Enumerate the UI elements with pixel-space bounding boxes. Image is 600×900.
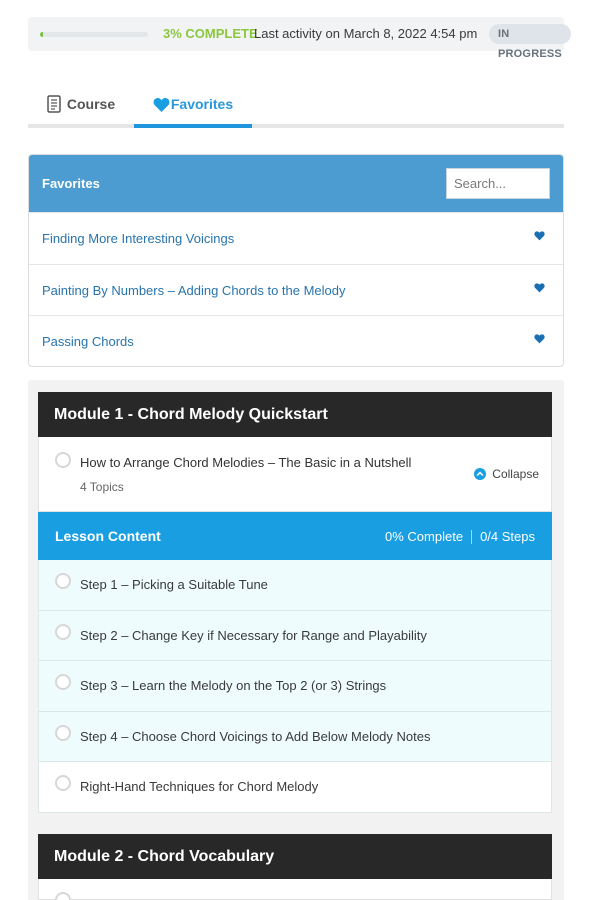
favorites-search-input[interactable] [446,168,550,199]
last-activity: Last activity on March 8, 2022 4:54 pm [254,26,478,41]
topic-status-circle [55,624,71,640]
heart-icon[interactable] [534,282,545,293]
favorite-link[interactable]: Painting By Numbers – Adding Chords to the Melody [42,282,346,298]
lesson-content-header [38,512,552,560]
topic-row[interactable] [38,712,552,763]
lesson-status-circle [55,452,71,468]
topic-title[interactable]: Right-Hand Techniques for Chord Melody [80,779,319,794]
chevron-up-circle-icon [474,468,486,480]
progress-fill [40,32,43,37]
lesson-content-stats [385,529,535,544]
favorites-panel [28,154,564,367]
topic-status-circle [55,674,71,690]
topic-row[interactable] [38,560,552,611]
favorite-link[interactable]: Passing Chords [42,334,134,349]
favorites-title: Favorites [42,176,100,191]
favorites-header [29,155,563,212]
heart-icon [153,97,170,112]
stats-divider [471,530,472,544]
favorite-item [29,315,563,367]
favorite-item [29,264,563,316]
lesson-content-title: Lesson Content [55,528,161,544]
progress-track [40,32,148,37]
topic-status-circle [55,725,71,741]
tab-favorites-label: Favorites [170,96,234,112]
status-badge: IN PROGRESS [489,24,571,44]
topic-status-circle [55,775,71,791]
document-icon [47,95,61,113]
module-header: Module 1 - Chord Melody Quickstart [38,392,552,437]
topic-row[interactable] [38,611,552,662]
lesson-complete-percent: 0% Complete [385,529,464,544]
lesson-status-circle [55,892,71,900]
lesson-row[interactable] [38,879,552,900]
heart-icon[interactable] [534,333,545,344]
lesson-row[interactable] [38,437,552,512]
topic-title[interactable]: Step 2 – Change Key if Necessary for Range and Playability [80,627,427,643]
topic-row[interactable] [38,661,552,712]
favorite-link[interactable]: Finding More Interesting Voicings [42,231,235,246]
course-progress-bar [28,17,564,60]
topic-title[interactable]: Step 1 – Picking a Suitable Tune [80,577,268,592]
tab-favorites[interactable] [134,80,252,128]
progress-percent: 3% COMPLETE [163,26,258,41]
course-tabs [28,80,564,128]
topic-title[interactable]: Step 4 – Choose Chord Voicings to Add Below Melody Notes [80,728,431,744]
topic-title[interactable]: Step 3 – Learn the Melody on the Top 2 (or 3) Strings [80,678,387,693]
favorite-item [29,212,563,264]
collapse-button[interactable] [474,467,539,481]
lesson-steps-count: 0/4 Steps [480,529,535,544]
lesson-title[interactable]: How to Arrange Chord Melodies – The Basic in a Nutshell [80,455,412,470]
tab-course[interactable] [28,80,134,128]
topic-row[interactable] [38,762,552,813]
module-header: Module 2 - Chord Vocabulary [38,834,552,879]
heart-icon[interactable] [534,230,545,241]
topic-status-circle [55,573,71,589]
tab-course-label: Course [66,96,116,112]
lesson-topics-count: 4 Topics [80,480,124,494]
collapse-label: Collapse [492,467,539,481]
